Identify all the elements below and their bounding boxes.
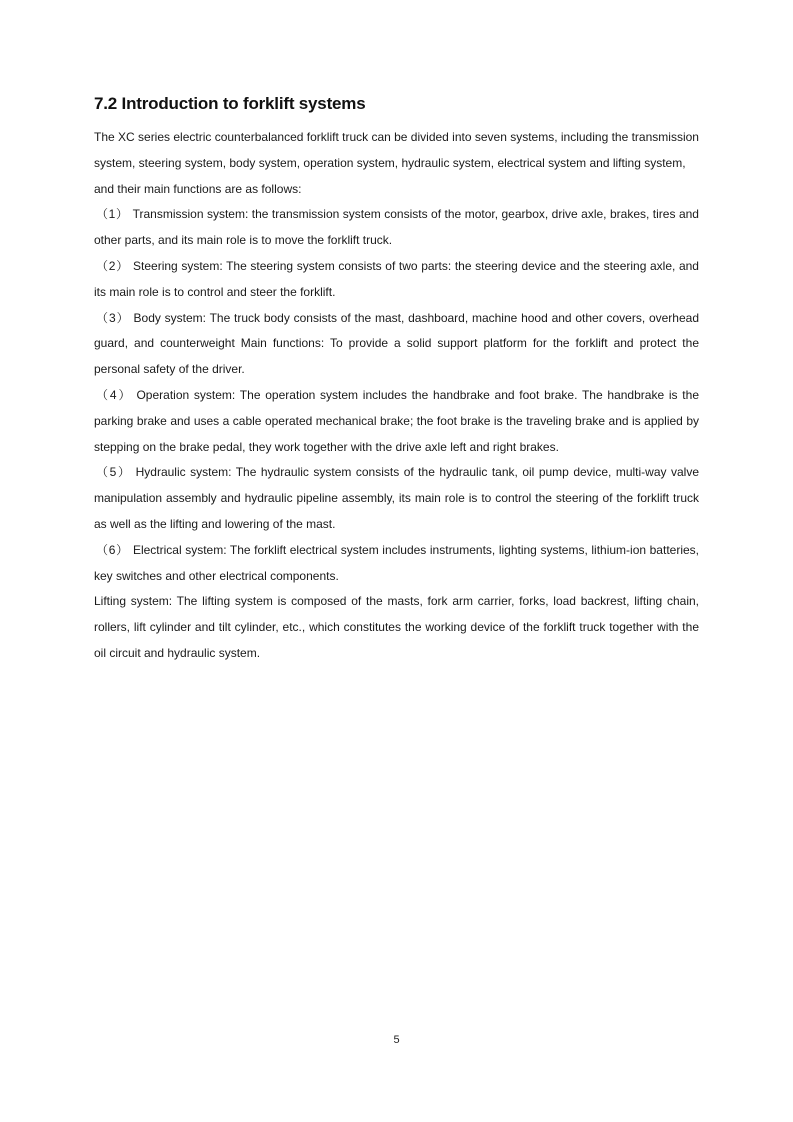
section-heading: 7.2 Introduction to forklift systems (94, 94, 366, 113)
item-number: （4） (96, 387, 133, 402)
item-number: （6） (96, 542, 129, 557)
intro-paragraph: The XC series electric counterbalanced forklift truck can be divided into seven systems, including the transmission system, steering system, body system, operation system, hydraulic system, electrical system and lifting system, and their main functions are as follows: (94, 130, 699, 196)
item-operation-system (94, 383, 699, 460)
item-text: Hydraulic system: The hydraulic system consists of the hydraulic tank, oil pump device, multi-way valve manipulation assembly and hydraulic pipeline assembly, its main role is to control the steering of the forklift truck as well as the lifting and lowering of the mast. (94, 465, 699, 531)
lifting-system-paragraph: Lifting system: The lifting system is composed of the masts, fork arm carrier, forks, load backrest, lifting chain, rollers, lift cylinder and tilt cylinder, etc., which constitutes the working device of the forklift truck together with the oil circuit and hydraulic system. (94, 594, 699, 660)
section-body (94, 125, 699, 667)
item-steering-system (94, 254, 699, 306)
item-text: Transmission system: the transmission system consists of the motor, gearbox, drive axle, brakes, tires and other parts, and its main role is to move the forklift truck. (94, 207, 699, 248)
item-text: Body system: The truck body consists of the mast, dashboard, machine hood and other covers, overhead guard, and counterweight Main functions: To provide a solid support platform for the forklift and protect the personal safety of the driver. (94, 310, 699, 377)
item-electrical-system (94, 538, 699, 590)
item-number: （2） (96, 258, 130, 273)
item-hydraulic-system (94, 460, 699, 537)
item-number: （1） (96, 207, 129, 222)
item-number: （3） (96, 310, 130, 325)
item-text: Operation system: The operation system includes the handbrake and foot brake. The handbrake is the parking brake and uses a cable operated mechanical brake; the foot brake is the traveling brake and is applied by stepping on the brake pedal, they work together with the drive axle left and right brakes. (94, 387, 699, 454)
item-number: （5） (96, 465, 132, 480)
item-text: Steering system: The steering system consists of two parts: the steering device and the steering axle, and its main role is to control and steer the forklift. (94, 258, 699, 299)
page-number: 5 (393, 1034, 400, 1046)
item-text: Electrical system: The forklift electrical system includes instruments, lighting systems, lithium-ion batteries, key switches and other electrical components. (94, 542, 699, 583)
item-transmission-system (94, 202, 699, 254)
item-body-system (94, 306, 699, 383)
